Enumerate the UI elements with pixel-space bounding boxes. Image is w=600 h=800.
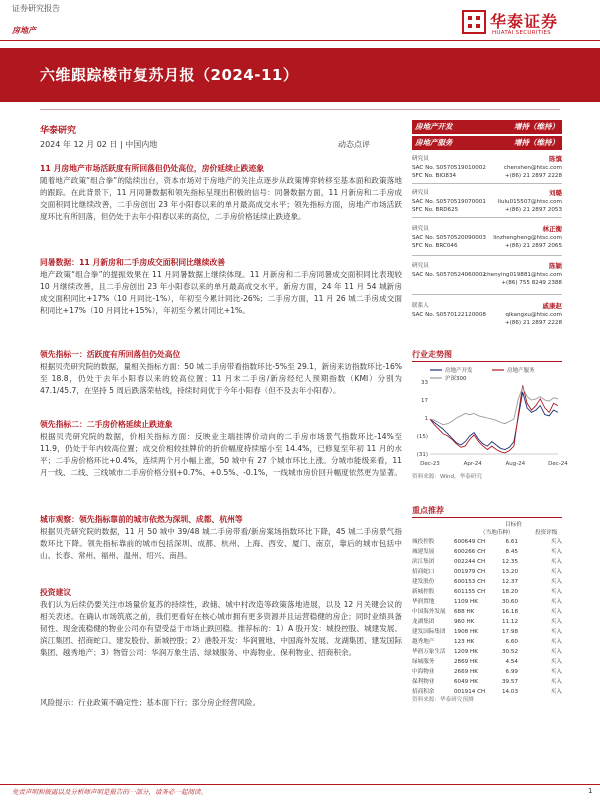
analyst-sac: SAC No. S0570520090003: [412, 235, 486, 241]
page-number: 1: [588, 787, 593, 795]
analyst-email[interactable]: qikangxu@htsc.com: [505, 312, 562, 318]
report-type: 动态点评: [338, 140, 370, 149]
legend-label: 房地产服务: [507, 368, 535, 374]
stock-row: [412, 537, 562, 547]
meta-divider: [40, 109, 560, 110]
stock-name: 中国海外发展: [412, 609, 446, 615]
sector-label: 房地产: [12, 26, 36, 35]
x-tick-label: Dec-23: [420, 461, 440, 467]
stock-name: 城投控股: [412, 539, 435, 545]
section-text: 根据贝壳研究院的数据，11 月 50 城中 39/48 城二手房带看/新房案场指数环比下降，45 城二手房景气指数环比下降。领先指标靠前的城市包括深圳、成都、杭州、上海、西安、厦门、南京，靠后的城市包括中山、长春、常州、福州、温州、绍兴、南昌。: [40, 527, 402, 560]
analyst-email[interactable]: liulu015507@htsc.com: [497, 199, 562, 205]
footer-disclaimer: 免责声明和披露以及分析师声明是报告的一部分，请务必一起阅读。: [12, 788, 207, 796]
stock-target-price: 6.61: [505, 539, 518, 545]
analyst-phone: +(86) 21 2897 2228: [504, 173, 562, 179]
section-heading: 11 月房地产市场活跃度有所回落但仍处高位，房价延续止跌迹象: [40, 164, 265, 173]
stock-rating: 买入: [550, 579, 562, 585]
stock-target-price: 12.35: [501, 559, 518, 565]
stock-rating: 买入: [550, 589, 562, 595]
analyst-name: 陈慎: [549, 155, 562, 163]
stock-rating: 买入: [550, 549, 562, 555]
chart-title: 行业走势图: [412, 350, 452, 359]
stock-code: 002244 CH: [454, 559, 486, 565]
section-text: 地产政策“组合拳”的提振效果在 11 月同暑数据上继续体现。11 月新房和二手房同暑成交面积同比表现较 10 月继续改善，且二手房创出 23 年小阳春以来的单月最高成交水平。新房方面，24 年 11 月 54 城新房成交面积同比+17%（10 月同比-1%），年初至今累计同比-26%；二手房方面，11 月 26 城二手房成交面积同比+17%（10 月同比+15%），年初至今累计同比+1%。: [40, 270, 402, 315]
stock-code: 2869 HK: [454, 659, 478, 665]
x-tick-label: Dec-24: [548, 461, 568, 467]
stock-name: 越秀地产: [412, 639, 435, 645]
analyst-email[interactable]: chenying019881@htsc.com: [484, 272, 562, 278]
stock-rating: 买入: [550, 679, 562, 685]
stock-code: 600153 CH: [454, 579, 486, 585]
x-tick-label: Aug-24: [505, 461, 526, 467]
y-tick-label: 1: [424, 416, 428, 422]
stock-rating: 买入: [550, 689, 562, 695]
stock-code: 1109 HK: [454, 599, 478, 605]
section-text: 我们认为后续仍要关注市场量价复苏的持续性，政储、城中村改造等政策落地进展，以及 12 月关键会议的相关表述。在确认市场筑底之前，我们更看好在核心城市拥有更多资源并且运营稳健的房企；同时业绩具备韧性、现金流稳健的物业公司亦有望受益于市场止跌回稳。推荐标的：1）A 股开发：城投控股、城建发展、滨江集团、招商蛇口、建发股份、新城控股；2）港股开发：华润置地、中国海外发展、龙湖集团、建发国际集团、越秀地产；3）物管公司：华润万象生活、绿城服务、中海物业、保利物业、招商积余。: [40, 600, 402, 657]
stock-name: 中海物业: [412, 669, 435, 675]
stock-code: 001979 CH: [454, 569, 486, 575]
series-line: [430, 388, 558, 425]
analyst-phone: +(86) 21 2897 2053: [504, 207, 562, 213]
brand-logo: [462, 8, 592, 38]
rating-sector: 房地产开发: [415, 122, 453, 131]
rating-value: 增持（维持）: [514, 138, 559, 147]
footer-divider: [0, 784, 600, 785]
header-divider: [0, 40, 600, 41]
stocks-col-header: 目标价: [505, 522, 522, 528]
analyst-name: 林正衡: [542, 225, 562, 233]
analyst-role: 研究员: [412, 226, 429, 232]
dateline-separator: |: [117, 140, 126, 149]
stock-target-price: 6.99: [505, 669, 518, 675]
section-investment: [40, 587, 402, 659]
analyst-role: 研究员: [412, 263, 429, 269]
stock-row: [412, 657, 562, 667]
stock-code: 1209 HK: [454, 649, 478, 655]
stock-target-price: 30.60: [501, 599, 518, 605]
stock-rating: 买入: [550, 669, 562, 675]
analyst-email[interactable]: chenshen@htsc.com: [503, 165, 562, 171]
section-heading: 投资建议: [40, 588, 72, 597]
stock-row: [412, 677, 562, 687]
stock-row: [412, 567, 562, 577]
stock-target-price: 39.57: [501, 679, 518, 685]
stock-target-price: 16.18: [501, 609, 518, 615]
analyst-sfc: SFC No. BIO834: [412, 173, 457, 179]
stock-rating: 买入: [550, 539, 562, 545]
analyst-divider: [412, 183, 562, 184]
stock-row: [412, 577, 562, 587]
stock-name: 绿城服务: [412, 659, 435, 665]
rating-sector: 房地产服务: [415, 138, 453, 147]
analyst-role: 研究员: [412, 190, 429, 196]
stock-name: 华润置地: [412, 599, 435, 605]
stock-rating: 买入: [550, 659, 562, 665]
section-text: 根据贝壳研究院的数据，价相关指标方面：反映业主端挂牌价动向的二手房市场景气指数环比-14%至 11.9，仍处于年内较高位置；成交价相较挂牌价的折价幅度持续缩小至 14.4%，已修复至年初 11 月的水平；二手房价格环比+0.4%，连续两个月小幅上涨，50 城中有 27 个城市环比上涨。分城市能级来看，11 月一线、二线、三线城市二手房价格分别+0.7%、+0.5%、-0.1%，一线城市房价回升幅度依然更为显著。: [40, 432, 402, 477]
section-leading-1: [40, 349, 402, 397]
stock-row: [412, 547, 562, 557]
analyst-role: 研究员: [412, 156, 429, 162]
report-region: 中国内地: [125, 140, 158, 149]
stock-code: 1908 HK: [454, 629, 478, 635]
analyst-sac: SAC No. S0570519010002: [412, 165, 486, 171]
analyst-name: 戚康赵: [542, 302, 562, 310]
analyst-name: 刘璐: [549, 189, 562, 197]
rating-value: 增持（维持）: [514, 122, 559, 131]
rating-bar-dev: [412, 120, 562, 134]
section-heading: 领先指标一：活跃度有所回落但仍处高位: [40, 350, 181, 359]
legend-label: 房地产开发: [445, 368, 473, 374]
stock-rating: 买入: [550, 629, 562, 635]
risk-warning: 风险提示：行业政策不确定性；基本面下行；部分房企经营风险。: [40, 698, 261, 707]
stock-code: 600649 CH: [454, 539, 486, 545]
section-heading: 领先指标二：二手房价格延续止跌迹象: [40, 420, 173, 429]
stock-target-price: 30.52: [501, 649, 518, 655]
stock-name: 建发股份: [412, 579, 435, 585]
stock-target-price: 12.37: [501, 579, 518, 585]
stock-rating: 买入: [550, 569, 562, 575]
stock-code: 123 HK: [454, 639, 475, 645]
stock-row: [412, 587, 562, 597]
y-tick-label: (31): [416, 452, 428, 458]
industry-trend-chart: [412, 364, 568, 468]
stock-name: 龙湖集团: [412, 619, 435, 625]
section-leading-2: [40, 419, 402, 479]
section-summary: [40, 163, 402, 223]
stocks-title: 重点推荐: [412, 506, 444, 515]
stock-name: 招商蛇口: [412, 569, 435, 575]
stock-rating: 买入: [550, 649, 562, 655]
analyst-sac: SAC No. S0570524060002: [412, 272, 486, 278]
y-tick-label: 33: [421, 380, 428, 386]
stock-code: 601155 CH: [454, 589, 486, 595]
section-text: 随着地产政策“组合拳”的陆续出台，资本市场对于房地产的关注点逐步从政策博弈转移至基本面和政策落地的跟踪。在此背景下，11 月同暑数据和领先指标呈现出积极的信号：同暑数据方面，11 月新房和二手房成交面积同比继续改善，二手房创出 23 年小阳春以来的单月最高成交水平；领先指标方面，房地产市场活跃度环比有所回落，但仍处于去年小阳春以来的高位，二手房价格延续止跌迹象。: [40, 176, 402, 221]
stocks-source: 资料来源：华泰研究预测: [412, 697, 474, 703]
stock-row: [412, 667, 562, 677]
section-heading: 同暑数据：11 月新房和二手房成交面积同比继续改善: [40, 258, 226, 267]
analyst-name: 陈颖: [549, 262, 562, 270]
analyst-sac: SAC No. S0570122120008: [412, 312, 486, 318]
stock-code: 960 HK: [454, 619, 475, 625]
analyst-sfc: SFC No. BRD625: [412, 207, 459, 213]
stock-rating: 买入: [550, 559, 562, 565]
stock-code: 6049 HK: [454, 679, 478, 685]
huatai-logo-icon: [462, 10, 486, 34]
y-tick-label: 17: [421, 398, 428, 404]
stocks-col-header2: （当地币种）: [480, 530, 514, 536]
analyst-divider: [412, 217, 562, 218]
analyst-phone: +(86) 21 2897 2065: [504, 243, 562, 249]
analyst-phone: +(86) 755 8249 2388: [501, 280, 562, 286]
stock-name: 城建发展: [412, 549, 435, 555]
x-tick-label: Apr-24: [463, 461, 482, 467]
doc-type-label: 证券研究报告: [12, 4, 60, 13]
stock-target-price: 8.45: [505, 549, 518, 555]
stock-target-price: 18.20: [501, 589, 518, 595]
analyst-divider: [412, 255, 562, 256]
stock-name: 滨江集团: [412, 559, 435, 565]
analyst-phone: +(86) 21 2897 2228: [504, 320, 562, 326]
analyst-sfc: SFC No. BRC046: [412, 243, 458, 249]
stock-code: 001914 CH: [454, 689, 486, 695]
stock-rating: 买入: [550, 609, 562, 615]
stocks-col-rating: 投资评级: [535, 530, 558, 536]
stock-target-price: 11.12: [501, 619, 518, 625]
stock-target-price: 13.20: [501, 569, 518, 575]
stock-name: 建发国际集团: [412, 629, 446, 635]
section-heading: 城市观察：领先指标靠前的城市依然为深圳、成都、杭州等: [40, 515, 243, 524]
analyst-card: [412, 226, 562, 266]
stock-row: [412, 637, 562, 647]
agency-label: 华泰研究: [40, 126, 77, 136]
rating-bar-service: [412, 136, 562, 150]
stock-name: 保利物业: [412, 679, 435, 685]
stock-row: [412, 597, 562, 607]
stock-rating: 买入: [550, 639, 562, 645]
stock-code: 2669 HK: [454, 669, 478, 675]
section-text: 根据贝壳研究院的数据，量相关指标方面：50 城二手房带看指数环比-5%至 29.1，新房来访指数环比-16%至 18.8，仍处于去年小阳春以来的较高位置；11 月末二手房/新房经纪人预期指数（KMI）分别为 47.1/45.7，在坚持 5 周后跌落荣枯线，持续时间优于今年小阳春（但不及去年小阳春）。: [40, 362, 402, 395]
stock-name: 华润万象生活: [412, 649, 446, 655]
stock-code: 600266 CH: [454, 549, 486, 555]
stock-name: 新城控股: [412, 589, 435, 595]
stocks-title-rule: [412, 517, 562, 518]
analyst-card: [412, 190, 562, 230]
report-title: 六维跟踪楼市复苏月报（2024-11）: [40, 66, 299, 84]
stock-name: 招商积余: [412, 689, 435, 695]
analyst-divider: [412, 294, 562, 295]
report-dateline: [40, 139, 157, 150]
chart-title-rule: [412, 361, 562, 362]
analyst-email[interactable]: linzhengheng@htsc.com: [493, 235, 562, 241]
analyst-sac: SAC No. S0570519070001: [412, 199, 486, 205]
stock-row: [412, 617, 562, 627]
stock-target-price: 14.03: [501, 689, 518, 695]
analyst-card: [412, 303, 562, 335]
chart-source: 资料来源：Wind，华泰研究: [412, 474, 482, 480]
stock-code: 688 HK: [454, 609, 475, 615]
stock-rating: 买入: [550, 619, 562, 625]
stock-target-price: 4.54: [505, 659, 518, 665]
stock-row: [412, 627, 562, 637]
analyst-card: [412, 263, 562, 295]
stock-row: [412, 557, 562, 567]
stock-row: [412, 607, 562, 617]
stock-target-price: 17.98: [501, 629, 518, 635]
analyst-role: 联系人: [412, 303, 429, 309]
section-sync-data: [40, 257, 402, 317]
stock-target-price: 6.60: [505, 639, 518, 645]
section-city: [40, 514, 402, 562]
legend-label: 沪深300: [445, 376, 467, 382]
report-date: 2024 年 12 月 02 日: [40, 140, 118, 149]
stock-row: [412, 647, 562, 657]
logo-text-en: HUATAI SECURITIES: [492, 30, 551, 36]
y-tick-label: (15): [416, 434, 428, 440]
logo-text-cn: 华泰证券: [490, 12, 559, 31]
stock-rating: 买入: [550, 599, 562, 605]
